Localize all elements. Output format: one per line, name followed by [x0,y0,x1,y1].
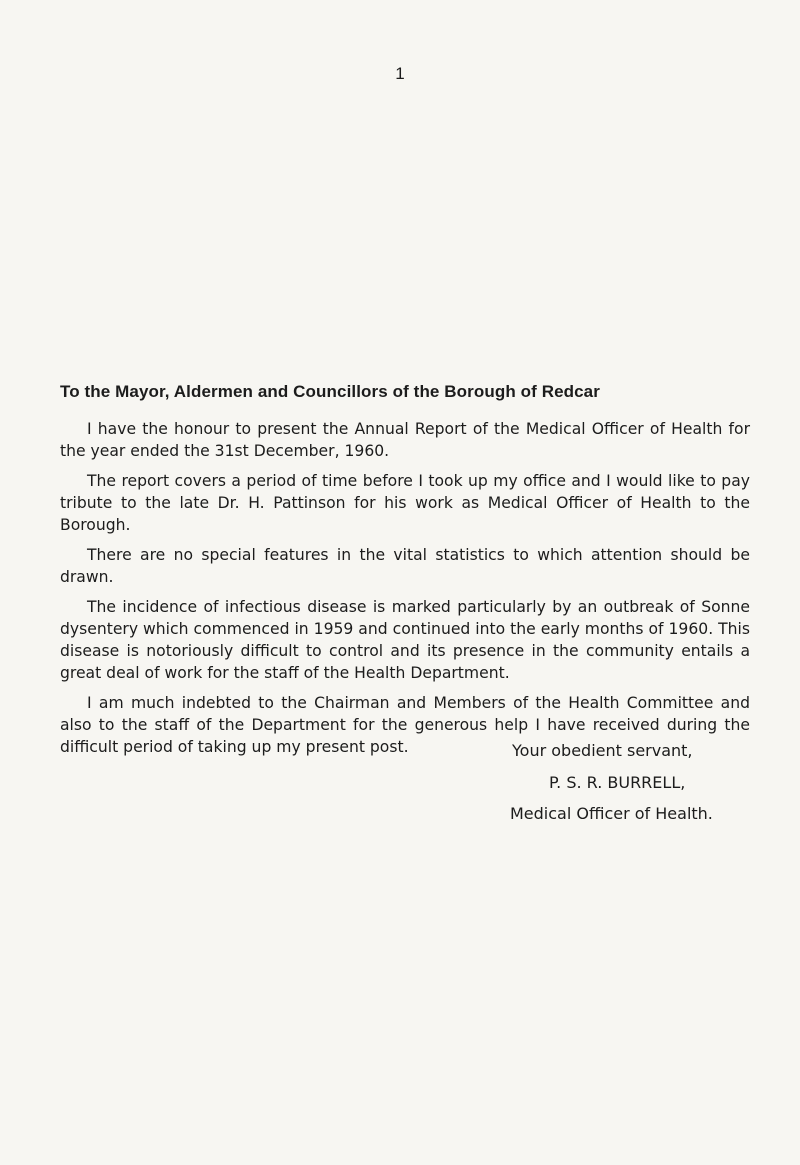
signatory-title: Medical Officer of Health. [510,804,713,823]
paragraph: I am much indebted to the Chairman and Members of the Health Committee and also to the staff of the Department for the generous help I have received during the difficult period of taking up my present post. [60,694,750,756]
paragraph: I have the honour to present the Annual Report of the Medical Officer of Health for the year ended the 31st December, 1960. [60,420,750,460]
signatory-name: P. S. R. BURRELL, [549,773,686,792]
letter-body [60,418,750,766]
paragraph: The incidence of infectious disease is marked particularly by an outbreak of Sonne dysentery which commenced in 1959 and continued into the early months of 1960. This disease is notoriously difficult to control and its presence in the community entails a great deal of work for the staff of the Health Department. [60,598,750,682]
salutation-heading: To the Mayor, Aldermen and Councillors of the Borough of Redcar [60,382,600,401]
paragraph: The report covers a period of time before I took up my office and I would like to pay tribute to the late Dr. H. Pattinson for his work as Medical Officer of Health to the Borough. [60,472,750,534]
closing-line: Your obedient servant, [512,741,693,760]
paragraph: There are no special features in the vital statistics to which attention should be drawn. [60,546,750,586]
page-number: 1 [395,64,405,83]
